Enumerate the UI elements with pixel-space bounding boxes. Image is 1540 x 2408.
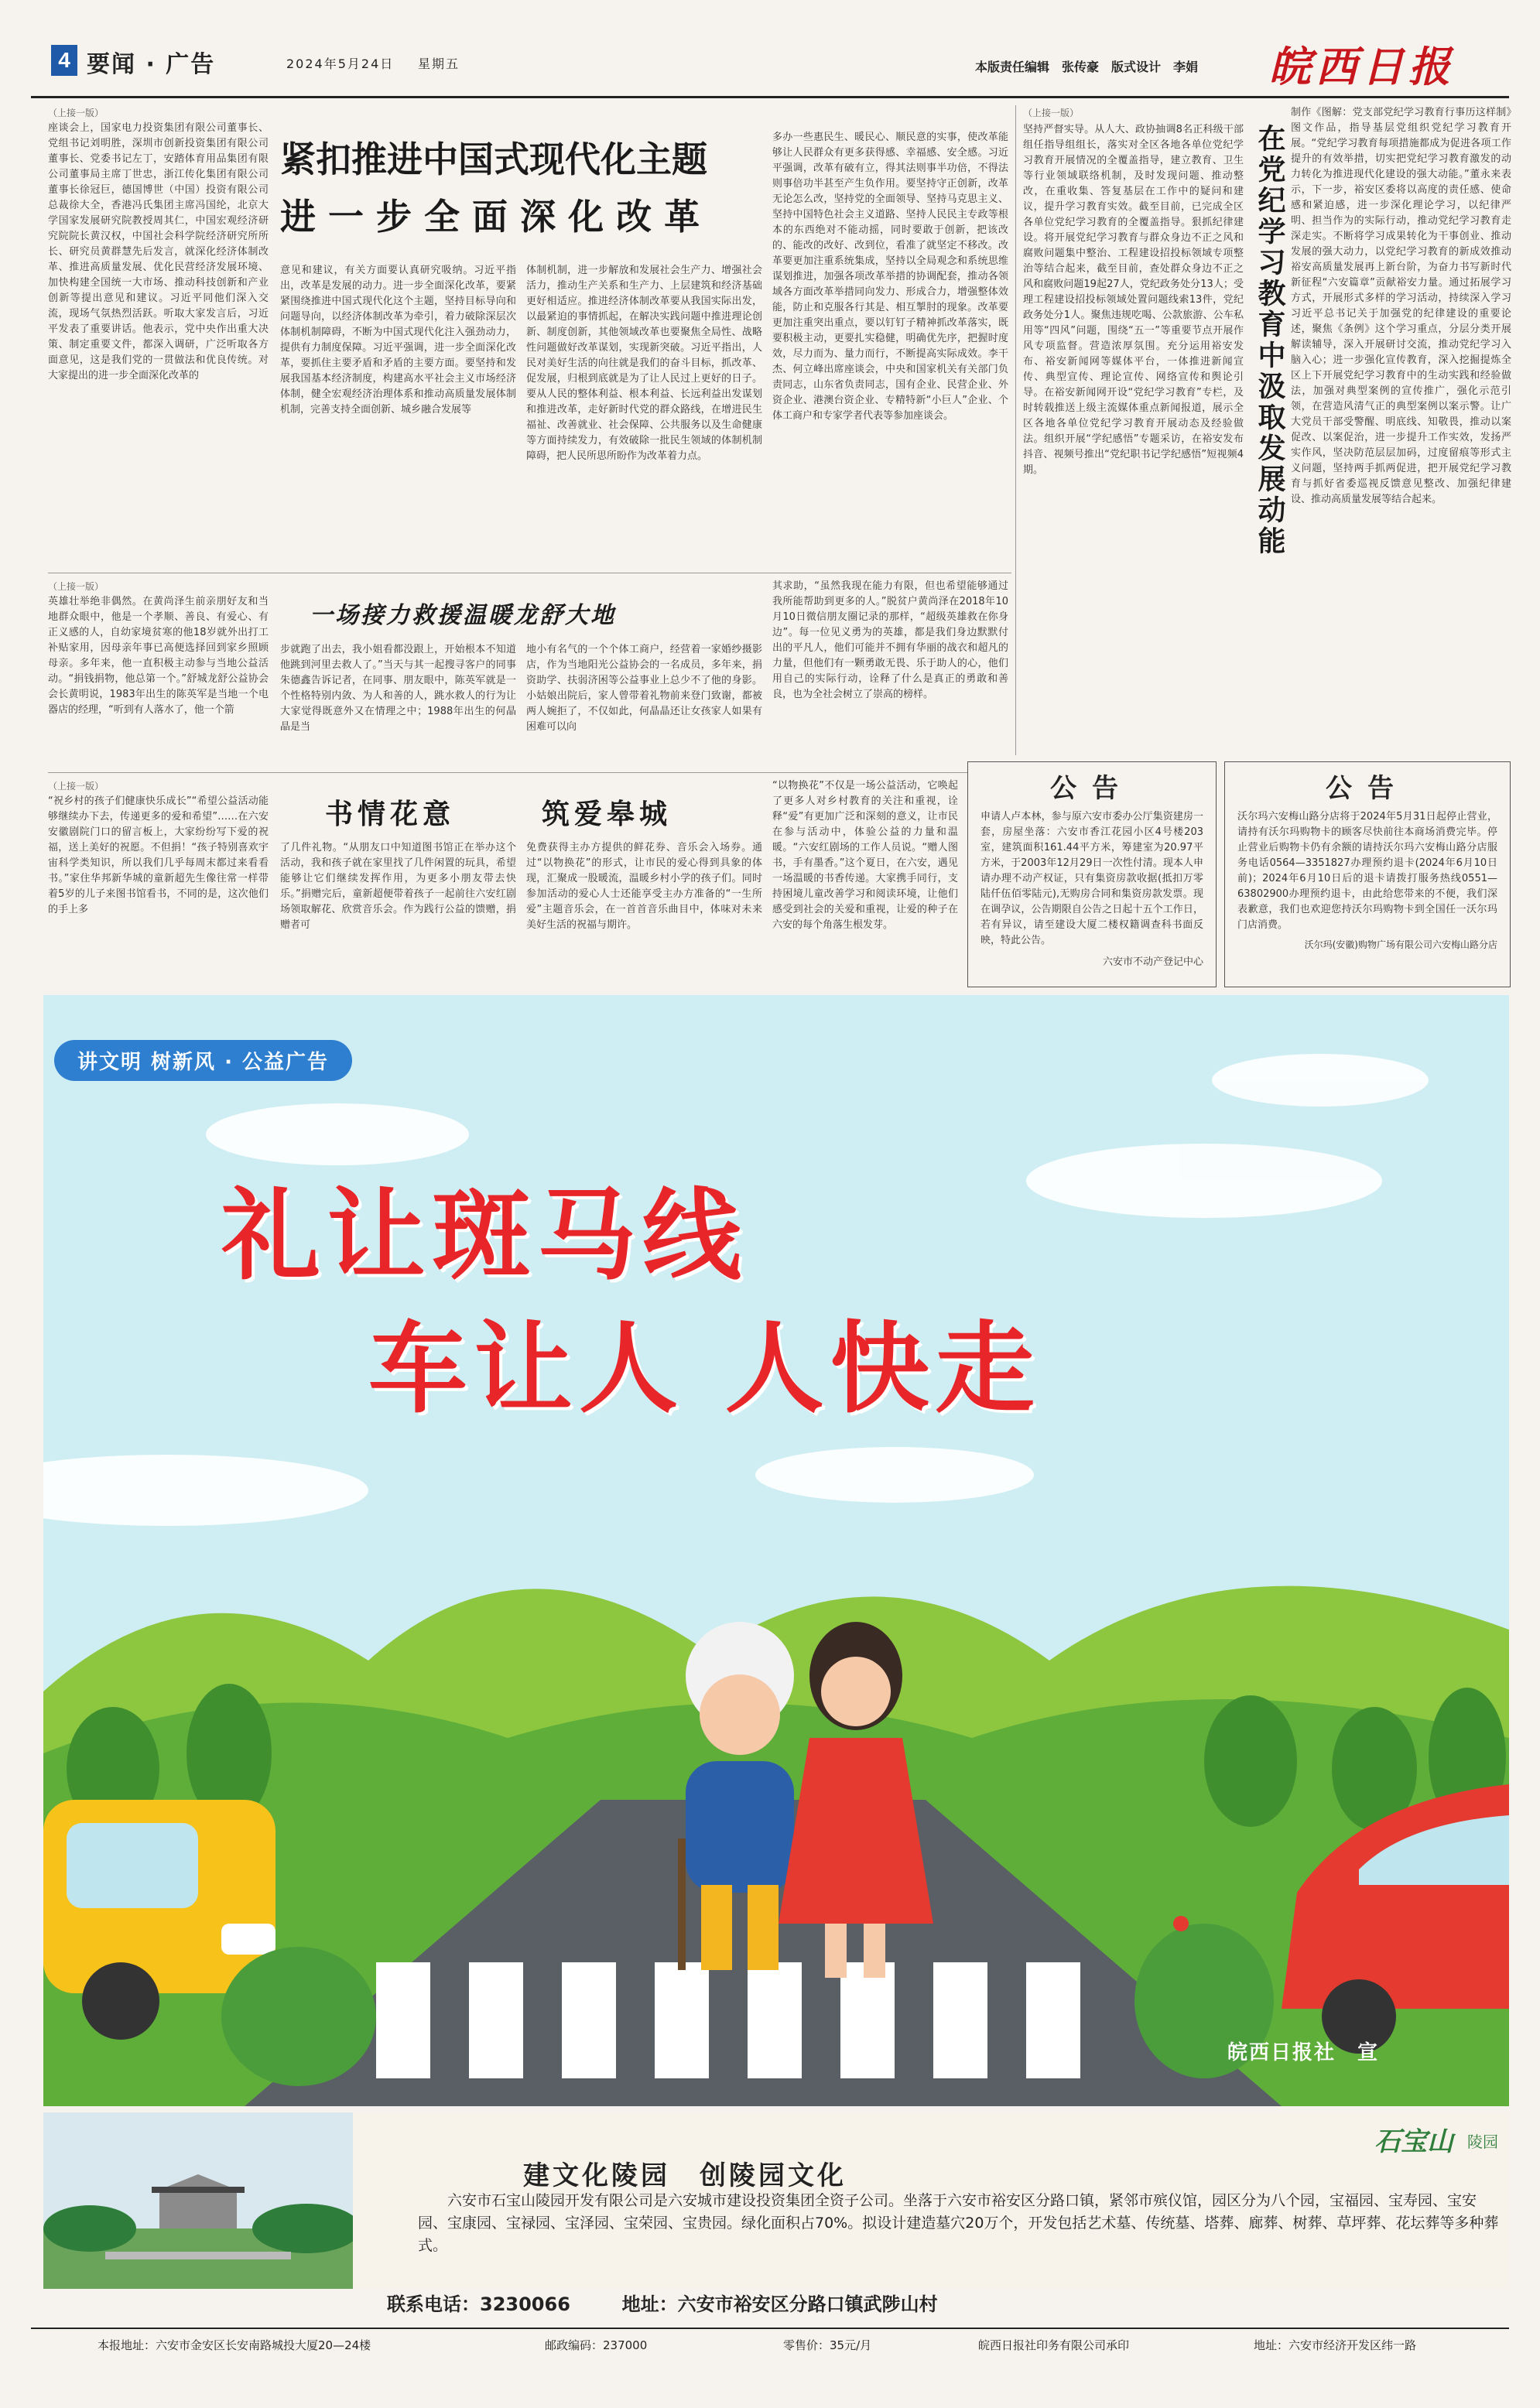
footer-price: 零售价：35元/月	[783, 2338, 872, 2352]
cemetery-brand-suffix: 陵园	[1467, 2133, 1498, 2151]
notice-right-body: 沃尔玛六安梅山路分店将于2024年5月31日起停止营业，请持有沃尔玛购物卡的顾客尽快前往本商场消费完毕。停止营业后购物卡仍有余额的请持沃尔玛六安梅山路分店服务电话0564—3351827办理预约退卡(2024年6月10日前)；2024年6月10日后的退卡请拨打服务热线0551—63802900办理预约退卡，由此给您带来的不便，我们深表歉意，我们也欢迎您持沃尔玛购物卡到全国任一沃尔玛门店消费。	[1237, 811, 1497, 931]
notice-left-title: 公告	[1050, 773, 1134, 804]
reform-headline-line2: 进 一 步 全 面 深 化 改 革	[280, 196, 700, 238]
notice-right-signature: 沃尔玛(安徽)购物广场有限公司六安梅山路分店	[1304, 939, 1497, 950]
relay-headline: 一场接力救援温暖龙舒大地	[310, 602, 616, 629]
books-column-2: 了几件礼物。“从朋友口中知道图书馆正在举办这个活动，我和孩子就在家里找了几件闲置的玩具，希望能够让它们继续发挥作用，为更多小朋友带去快乐。”捐赠完后，童新超便带着孩子一起前往六安红剧场领取解花、欣赏音乐会。作为践行公益的馈赠，捐赠者可	[280, 842, 516, 931]
psa-slogan-line1: 礼让斑马线	[221, 1178, 748, 1294]
notice-left-signature: 六安市不动产登记中心	[1102, 956, 1203, 968]
section-name: 要闻 · 广告	[87, 51, 216, 78]
psa-poster	[43, 995, 1509, 2106]
books-headline-right: 筑爱皋城	[542, 798, 672, 830]
reform-headline-line1: 紧扣推进中国式现代化主题	[280, 139, 707, 180]
party-headline-vertical: 在党纪学习教育中汲取发展动能	[1254, 124, 1286, 557]
footer-address: 本报地址：六安市金安区长安南路城投大厦20—24楼	[98, 2338, 371, 2352]
page-number-badge: 4	[51, 45, 77, 76]
address-label: 地址：	[621, 2293, 678, 2315]
relay-column-2: 步就跑了出去，我小姐看都没跟上，开始根本不知道他跳到河里去救人了。”当天与其一起搜寻客户的同事朱德鑫告诉记者，在同事、朋友眼中，陈英军就是一个性格特别内敛、为人和善的人，跳水救人的行为让大家觉得既意外又在情理之中；1988年出生的何晶晶是当	[280, 644, 516, 733]
header-rule	[31, 96, 1509, 98]
page-header	[31, 37, 1509, 91]
footer-printer: 皖西日报社印务有限公司承印	[978, 2338, 1130, 2352]
books-headline-left: 书情花意	[325, 798, 456, 830]
masthead-logo: 皖西日报	[1269, 42, 1455, 91]
notice-right	[1224, 761, 1511, 987]
reform-continuation: （上接一版）	[48, 108, 104, 118]
editor-credits: 本版责任编辑 张传豪 版式设计 李娟	[975, 60, 1199, 74]
phone-number: 3230066	[480, 2293, 570, 2315]
books-column-1: “祝乡村的孩子们健康快乐成长”“希望公益活动能够继续办下去，传递更多的爱和希望”……在六安安徽剧院门口的留言板上，大家纷纷写下爱的祝福，送上美好的祝愿。不但捐！“孩子特别喜欢宇宙科学类知识，所以我们几乎每周末都过来看看书。”家住华邦新华城的童新超先生像往常一样带着5岁的儿子来图书馆看书，不同的是，这次他们的手上多	[48, 795, 269, 915]
reform-column-1: 座谈会上，国家电力投资集团有限公司董事长、党组书记刘明胜，深圳市创新投资集团有限公司董事长、党委书记左丁，安踏体育用品集团有限公司董事局主席丁世忠，浙江传化集团有限公司董事长徐冠巨，德国博世（中国）投资有限公司总裁徐大全，香港冯氏集团主席冯国纶，北京大学国家发展研究院教授周其仁，中国宏观经济研究院院长黄汉权，中国社会科学院经济研究所所长、研究员黄群慧先后发言，就深化经济体制改革、推进高质量发展、优化民营经济发展环境、加快构建全国统一大市场、推动科技创新和产业创新等提出意见和建议。习近平同他们深入交流，现场气氛热烈活跃。听取大家发言后，习近平发表了重要讲话。他表示，党中央作出重大决策、制定重要文件，都深入调研，广泛听取各方面意见，这是我们党的一贯做法和优良传统。对大家提出的进一步全面深化改革的	[48, 122, 269, 381]
cemetery-photo	[43, 2112, 353, 2289]
issue-date: 2024年5月24日	[286, 56, 395, 71]
books-column-3: 免费获得主办方提供的鲜花券、音乐会入场券。通过“以物换花”的形式，让市民的爱心得到具象的体现，汇聚成一股暖流，温暖乡村小学的孩子们。同时参加活动的爱心人士还能享受主办方准备的“一生所爱”主题音乐会，在一首首音乐曲目中，体味对未来美好生活的祝福与期许。	[526, 842, 762, 931]
cemetery-ad	[43, 2112, 1509, 2289]
cemetery-contact-row	[387, 2289, 1509, 2317]
cemetery-brand: 石宝山	[1374, 2126, 1453, 2157]
cemetery-slogan: 建文化陵园 创陵园文化	[523, 2160, 847, 2191]
reform-column-2: 意见和建议，有关方面要认真研究吸纳。习近平指出，改革是发展的动力。进一步全面深化改革，要紧紧围绕推进中国式现代化这个主题，坚持目标导向和问题导向，以经济体制改革为牵引，着力破除深层次体制机制障碍，不断为中国式现代化注入强劲动力，提供有力制度保障。习近平强调，进一步全面深化改革，要抓住主要矛盾和矛盾的主要方面。要坚持和发展我国基本经济制度，构建高水平社会主义市场经济体制，健全宏观经济治理体系和推动高质量发展体制机制，完善支持全面创新、城乡融合发展等	[280, 265, 516, 416]
cactus-plant-left	[221, 1947, 376, 2086]
reform-column-4: 多办一些惠民生、暖民心、顺民意的实事，使改革能够让人民群众有更多获得感、幸福感、安全感。习近平强调，改革有破有立，得其法则事半功倍，不得法则事倍功半甚至产生负作用。要坚持守正创新，改革无论怎么改，坚持党的全面领导、坚持马克思主义、坚持中国特色社会主义道路、坚持人民民主专政等根本的东西绝对不能动摇，同时要敢于创新，把该改的、能改的改好、改到位，看准了就坚定不移改。改革要更加注重系统集成，坚持以全局观念和系统思维谋划推进，加强各项改革举措的协调配套，推动各领域各方面改革举措同向发力、形成合力，增强整体效能，防止和克服各行其是、相互掣肘的现象。改革要更加注重突出重点，要以钉钉子精神抓改革落实，既要积极主动，更要扎实稳健，明确优先序，把握时度效，尽力而为、量力而行，不断提高实际成效。李干杰、何立峰出席座谈会，中央和国家机关有关部门负责同志，山东省负责同志，国有企业、民营企业、外资企业、港澳台资企业、专精特新“小巨人”企业、个体工商户和专家学者代表等参加座谈会。	[772, 132, 1008, 422]
footer-postcode: 邮政编码：237000	[545, 2338, 648, 2352]
address-value: 六安市裕安区分路口镇武陟山村	[677, 2293, 938, 2315]
cemetery-description: 六安市石宝山陵园开发有限公司是六安城市建设投资集团全资子公司。坐落于六安市裕安区分路口镇，紧邻市殡仪馆，园区分为八个园，宝福园、宝寿园、宝安园、宝康园、宝禄园、宝泽园、宝荣园、宝贵园。绿化面积占70%。拟设计建造墓穴20万个，开发包括艺术墓、传统墓、塔葬、廊葬、树葬、草坪葬、花坛葬等多种葬式。	[418, 2192, 1499, 2254]
column-rule-right	[1015, 105, 1016, 755]
party-column-1: 坚持严督实导。从人大、政协抽调8名正科级干部组任指导组组长，落实对全区各地各单位党纪学习教育开展情况的全覆盖指导，建立教育、卫生等行业领域联络机制，及时发现问题、推动整改，在重收集、答复基层在工作中的疑问和建议，提升学习教育实效。截至目前，已完成全区各单位党纪学习教育的全覆盖指导。狠抓纪律建设。将开展党纪学习教育与群众身边不正之风和腐败问题集中整治、工程建设招投标领域专项整治等结合起来，截至目前，查处群众身边不正之风和腐败问题19起27人，党纪政务处分13人；受理工程建设招投标领域处置问题线索13件，党纪政务处分1人。聚焦违规吃喝、公款旅游、公车私用等“四风”问题，围绕“五一”等重要节点开展作风专项监督。营造浓厚氛围。充分运用裕安发布、裕安新闻网等媒体平台，一体推进新闻宣传、典型宣传、理论宣传、网络宣传和舆论引导。在裕安新闻网开设“党纪学习教育”专栏，及时转载推送上级主流媒体重点新闻报道，展示全区各地各单位党纪学习教育开展动态及经验做法。组织开展“学纪感悟”专题采访，在裕安发布抖音、视频号推出“党纪职书记学纪感悟”短视频4期。	[1023, 124, 1244, 476]
notice-right-title: 公告	[1326, 773, 1409, 804]
phone-label: 联系电话：	[387, 2293, 480, 2315]
notice-left-body: 申请人卢本林，参与原六安市委办公厅集资建房一套，房屋坐落：六安市香江花园小区4号楼203室，建筑面积161.44平方米，筹建室为20.97平方米，于2003年12月29日一次性付清。现本人申请办理不动产权证，只有集资房款收据(抵扣万零陆仟伍佰零陆元),无购房合同和集资房款发票。现在调孕议，公告期限自公告之日起十五个工作日，若有异议，请至建设大厦二楼权籍调查科书面反映，特此公告。	[980, 811, 1203, 946]
relay-column-4: 其求助，“虽然我现在能力有限，但也希望能够通过我所能帮助到更多的人。”脱贫户黄尚泽在2018年10月10日微信朋友圈记录的那样，“超级英雄救在你身边”。每一位见义勇为的英雄，都是我们身边默默付出的平凡人，他们可能并不拥有华丽的战衣和超凡的力量，但他们有一颗勇敢无畏、乐于助人的心，他们用自己的实际行动，诠释了什么是真正的勇敢和善良，也为全社会树立了崇高的榜样。	[772, 580, 1008, 700]
party-column-2: 制作《图解：党支部党纪学习教育行事历这样制》图文作品，指导基层党组织党纪学习教育开展。“党纪学习教育每项措施都成为促进各项工作提升的有效举措，切实把党纪学习教育激发的动力转化为推进现代化建设的强大动能。”董永来表示，下一步，裕安区委将以高度的责任感、使命感和紧迫感，进一步深化理论学习，以纪律严明、担当作为的实际行动，推动党纪学习教育走深走实。不断将学习成果转化为干事创业、推动发展的强大动力，以党纪学习教育的新成效推动裕安高质量发展再上新台阶，为奋力书写新时代新征程“六安篇章”贡献裕安力量。通过拓展学习方式，开展形式多样的学习活动，持续深入学习习近平总书记关于加强党的纪律建设的重要论述，聚焦《条例》这个学习重点，分层分类开展解读辅导，深入开展研讨交流，推动党纪学习入脑入心；进一步强化宣传教育，深入挖掘提炼全区上下开展党纪学习教育中的生动实践和经验做法，加强对典型案例的宣传推广，强化示范引领，在营造风清气正的典型案例以案示警。让广大党员干部受警醒、明底线、知敬畏，推动以案促改、以案促治，进一步提升工作实效，发扬严实作风，坚决防范层层加码，过度留痕等形式主义问题，坚持两手抓两促进，把开展党纪学习教育与抓好省委巡视反馈意见整改、加强纪律建设、推动高质量发展等结合起来。	[1291, 107, 1511, 505]
relay-column-1: 英雄壮举绝非偶然。在黄尚泽生前亲朋好友和当地群众眼中，他是一个孝顺、善良、有爱心、有正义感的人，自幼家境贫寒的他18岁就外出打工补贴家用，因母亲年事已高便选择回到家乡照顾母亲。多年来，他一直积极主动参与当地公益活动。“捐钱捐物，他总第一个。”舒城龙舒公益协会会长黄明说，1983年出生的陈英军是当地一个电器店的经理，“听到有人落水了，他一个箭	[48, 596, 269, 716]
issue-weekday: 星期五	[418, 56, 460, 71]
psa-credit: 皖西日报社 宣	[1227, 2041, 1380, 2064]
books-continuation: （上接一版）	[48, 781, 104, 792]
party-continuation: （上接一版）	[1023, 108, 1080, 118]
relay-column-3: 地小有名气的一个个体工商户，经营着一家婚纱摄影店，作为当地阳光公益协会的一名成员，多年来，捐资助学、扶弱济困等公益事业上总少不了他的身影。小姑娘出院后，家人曾带着礼物前来登门致谢，都被两人婉拒了，不仅如此，何晶晶还让女孩家人如果有困难可以向	[526, 644, 762, 733]
footer-rule	[31, 2328, 1509, 2329]
reform-column-3: 体制机制，进一步解放和发展社会生产力、增强社会活力，推动生产关系和生产力、上层建筑和经济基础更好相适应。推进经济体制改革要从我国实际出发，以最紧迫的事情抓起，在解决实践问题中推进理论创新、制度创新，其他领域改革也要聚焦全局性、战略性问题做好改革谋划，实现新突破。习近平指出，人民对美好生活的向往就是我们的奋斗目标，抓改革、促发展，归根到底就是为了让人民过上更好的日子。要从人民的整体利益、根本利益、长远利益出发谋划和推进改革，走好新时代党的群众路线，在增进民生福祉、改善就业、社会保障、公共服务以及生命健康等方面持续发力，有效破除一批民生领域的体制机制障碍，把人民所思所盼作为改革着力点。	[526, 265, 762, 462]
section-divider-2	[48, 772, 1011, 773]
relay-continuation: （上接一版）	[48, 581, 104, 592]
psa-slogan-line2: 车让人 人快走	[368, 1312, 1041, 1427]
footer-printer-address: 地址：六安市经济开发区纬一路	[1254, 2338, 1417, 2352]
psa-badge: 讲文明 树新风 · 公益广告	[54, 1040, 352, 1081]
notice-left	[967, 761, 1217, 987]
books-column-4: “以物换花”不仅是一场公益活动，它唤起了更多人对乡村教育的关注和重视，诠释“爱”有更加广泛和深刻的意义，让市民在参与活动中，体验公益的力量和温暖。“六安红剧场的工作人员说。“赠人图书，手有墨香。”这个夏日，在六安，遇见一场温暖的书香传递。大家携手同行，支持困境儿童改善学习和阅读环境，让他们感受到社会的关爱和重视，让爱的种子在六安的每个角落生根发芽。	[772, 780, 958, 931]
